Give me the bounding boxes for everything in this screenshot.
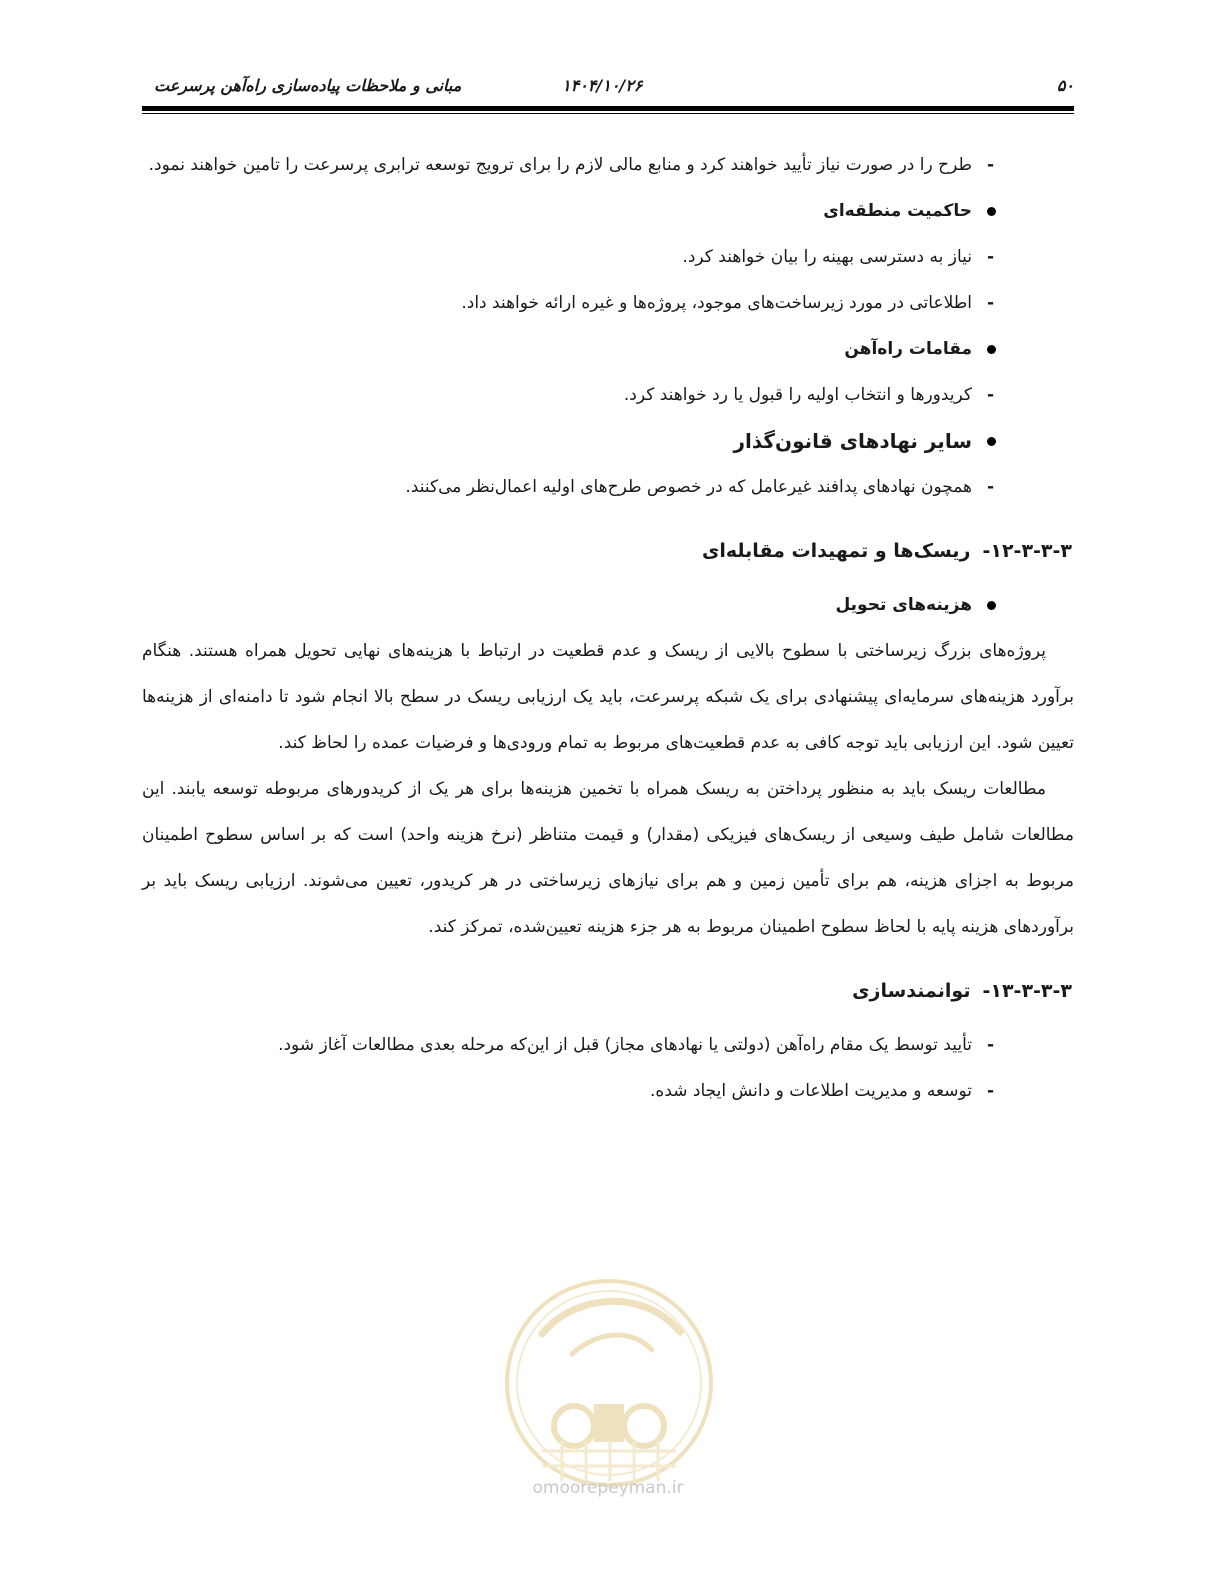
page-header <box>142 72 1074 104</box>
watermark-logo <box>502 1276 716 1490</box>
bullet-item: مقامات راه‌آهن <box>142 326 1074 372</box>
section-heading <box>142 528 1074 574</box>
bullet-item: حاکمیت منطقه‌ای <box>142 188 1074 234</box>
section-number: ۱۳-۳-۳-۳- <box>982 980 1072 1002</box>
dash-item: - همچون نهادهای پدافند غیرعامل که در خصوص طرح‌های اولیه اعمال‌نظر می‌کنند. <box>142 464 1074 510</box>
dash-item: - طرح را در صورت نیاز تأیید خواهند کرد و منابع مالی لازم را برای ترویج توسعه ترابری پرسرعت را تامین خواهند نمود. <box>142 142 1074 188</box>
page-body <box>142 142 1074 1114</box>
dash-item: - اطلاعاتی در مورد زیرساخت‌های موجود، پروژه‌ها و غیره ارائه خواهند داد. <box>142 280 1074 326</box>
section-title: ریسک‌ها و تمهیدات مقابله‌ای <box>701 540 971 562</box>
dash-item: - نیاز به دسترسی بهینه را بیان خواهند کرد. <box>142 234 1074 280</box>
section-title: توانمندسازی <box>852 980 971 1002</box>
paragraph: پروژه‌های بزرگ زیرساختی با سطوح بالایی از ریسک و عدم قطعیت در ارتباط با هزینه‌های نهایی تحویل همراه هستند. هنگام برآورد هزینه‌های سرمایه‌ای پیشنهادی برای یک شبکه پرسرعت، باید یک ارزیابی ریسک در سطح بالا انجام شود تا دامنه‌ای از هزینه‌ها تعیین شود. این ارزیابی باید توجه کافی به عدم قطعیت‌های مربوط به تمام ورودی‌ها و فرضیات عمده را لحاظ کند. <box>142 641 1074 753</box>
paragraph: مطالعات ریسک باید به منظور پرداختن به ریسک همراه با تخمین هزینه‌ها برای هر یک از کریدورهای مربوطه توسعه یابند. این مطالعات شامل طیف وسیعی از ریسک‌های فیزیکی (مقدار) و قیمت متناظر (نرخ هزینه واحد) است که بر اساس سطوح اطمینان مربوط به اجزای هزینه، هم برای تأمین زمین و هم برای نیازهای زیرساختی در هر کریدور، تعیین می‌شوند. ارزیابی ریسک باید بر برآوردهای هزینه پایه با لحاظ سطوح اطمینان مربوط به هر جزء هزینه تعیین‌شده، تمرکز کند. <box>142 779 1074 937</box>
page-number: ۵۰ <box>1056 76 1074 95</box>
header-rule-thick <box>142 106 1074 111</box>
section-number: ۱۲-۳-۳-۳- <box>982 540 1072 562</box>
dash-item: - کریدورها و انتخاب اولیه را قبول یا رد خواهند کرد. <box>142 372 1074 418</box>
bullet-item: سایر نهادهای قانون‌گذار <box>142 418 1074 464</box>
header-title: مبانی و ملاحظات پیاده‌سازی راه‌آهن پرسرعت <box>154 76 462 95</box>
header-date: ۱۴۰۴/۱۰/۲۶ <box>562 76 643 95</box>
bullet-item: هزینه‌های تحویل <box>142 582 1074 628</box>
section-heading <box>142 968 1074 1014</box>
watermark-url: omoorepeyman.ir <box>532 1478 684 1498</box>
dash-item: - توسعه و مدیریت اطلاعات و دانش ایجاد شده. <box>142 1068 1074 1114</box>
dash-item: - تأیید توسط یک مقام راه‌آهن (دولتی یا نهادهای مجاز) قبل از این‌که مرحله بعدی مطالعات آغاز شود. <box>142 1022 1074 1068</box>
header-rule-thin <box>142 113 1074 114</box>
